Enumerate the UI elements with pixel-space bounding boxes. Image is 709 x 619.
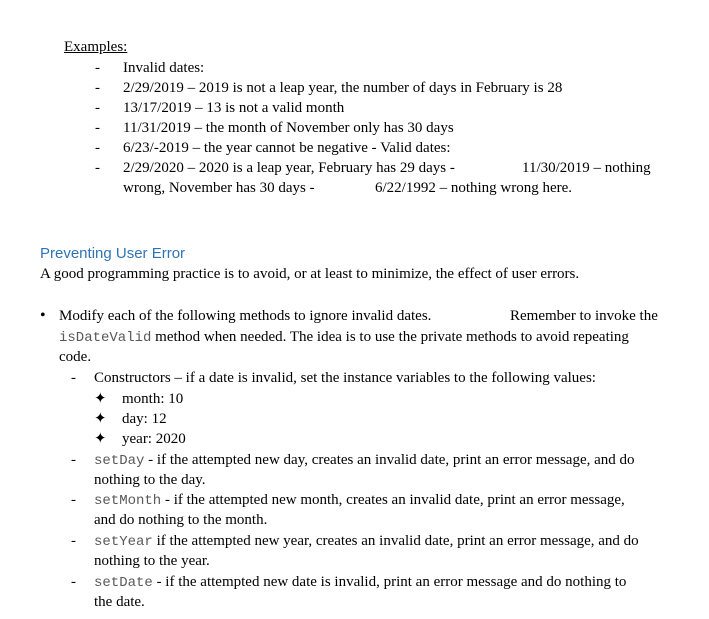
default-value: day: 12: [122, 411, 167, 427]
examples-title: Examples:: [64, 39, 128, 55]
dash-marker: -: [95, 160, 100, 176]
setMonth-text-cont: and do nothing to the month.: [94, 512, 268, 528]
example-item: wrong, November has 30 days -: [123, 180, 315, 196]
setYear-text-cont: nothing to the year.: [94, 553, 210, 569]
setDay-line: [94, 450, 635, 471]
default-value: month: 10: [122, 391, 184, 407]
section-heading: Preventing User Error: [40, 245, 186, 262]
example-item: 11/30/2019 – nothing: [522, 160, 651, 176]
dash-marker: -: [95, 60, 100, 76]
dash-marker: -: [71, 492, 76, 508]
task-line-1b: Remember to invoke the: [510, 308, 658, 324]
example-item: 11/31/2019 – the month of November only has 30 days: [123, 120, 454, 136]
code-isDateValid: isDateValid: [59, 330, 152, 346]
default-value: year: 2020: [122, 431, 186, 447]
example-item: 2/29/2020 – 2020 is a leap year, February has 29 days -: [123, 160, 455, 176]
dash-marker: -: [95, 120, 100, 136]
example-item: 6/23/-2019 – the year cannot be negative - Valid dates:: [123, 140, 451, 156]
task-line-2-text: method when needed. The idea is to use the private methods to avoid repeating: [155, 329, 629, 345]
star-bullet-icon: ✦: [94, 411, 107, 427]
example-item: 13/17/2019 – 13 is not a valid month: [123, 100, 345, 116]
dash-marker: -: [95, 140, 100, 156]
code-setYear: setYear: [94, 534, 153, 550]
setYear-line: [94, 531, 639, 552]
setMonth-text: - if the attempted new month, creates an invalid date, print an error message,: [161, 492, 625, 508]
setDate-text-cont: the date.: [94, 594, 145, 610]
task-line-1a: Modify each of the following methods to ignore invalid dates.: [59, 308, 432, 324]
example-item: 2/29/2019 – 2019 is not a leap year, the number of days in February is 28: [123, 80, 563, 96]
dash-marker: -: [71, 370, 76, 386]
section-intro: A good programming practice is to avoid, or at least to minimize, the effect of user errors.: [40, 266, 580, 282]
task-line-3: code.: [59, 349, 92, 365]
dash-marker: -: [71, 533, 76, 549]
dash-marker: -: [71, 574, 76, 590]
dash-marker: -: [95, 80, 100, 96]
code-setDay: setDay: [94, 453, 145, 469]
code-setDate: setDate: [94, 575, 153, 591]
example-item: 6/22/1992 – nothing wrong here.: [375, 180, 573, 196]
setDay-text-cont: nothing to the day.: [94, 472, 206, 488]
setDay-text: - if the attempted new day, creates an invalid date, print an error message, and do: [144, 452, 635, 468]
setYear-text: if the attempted new year, creates an invalid date, print an error message, and do: [152, 533, 639, 549]
bullet-marker: •: [40, 307, 46, 324]
setDate-text: - if the attempted new date is invalid, print an error message and do nothing to: [152, 574, 627, 590]
code-setMonth: setMonth: [94, 493, 162, 509]
constructors-text: Constructors – if a date is invalid, set the instance variables to the following values:: [94, 370, 596, 386]
star-bullet-icon: ✦: [94, 431, 107, 447]
dash-marker: -: [71, 452, 76, 468]
setMonth-line: [94, 490, 625, 511]
star-bullet-icon: ✦: [94, 391, 107, 407]
dash-marker: -: [95, 100, 100, 116]
invalid-dates-label: Invalid dates:: [123, 60, 205, 76]
setDate-line: [94, 572, 626, 593]
task-line-2: [59, 327, 629, 348]
